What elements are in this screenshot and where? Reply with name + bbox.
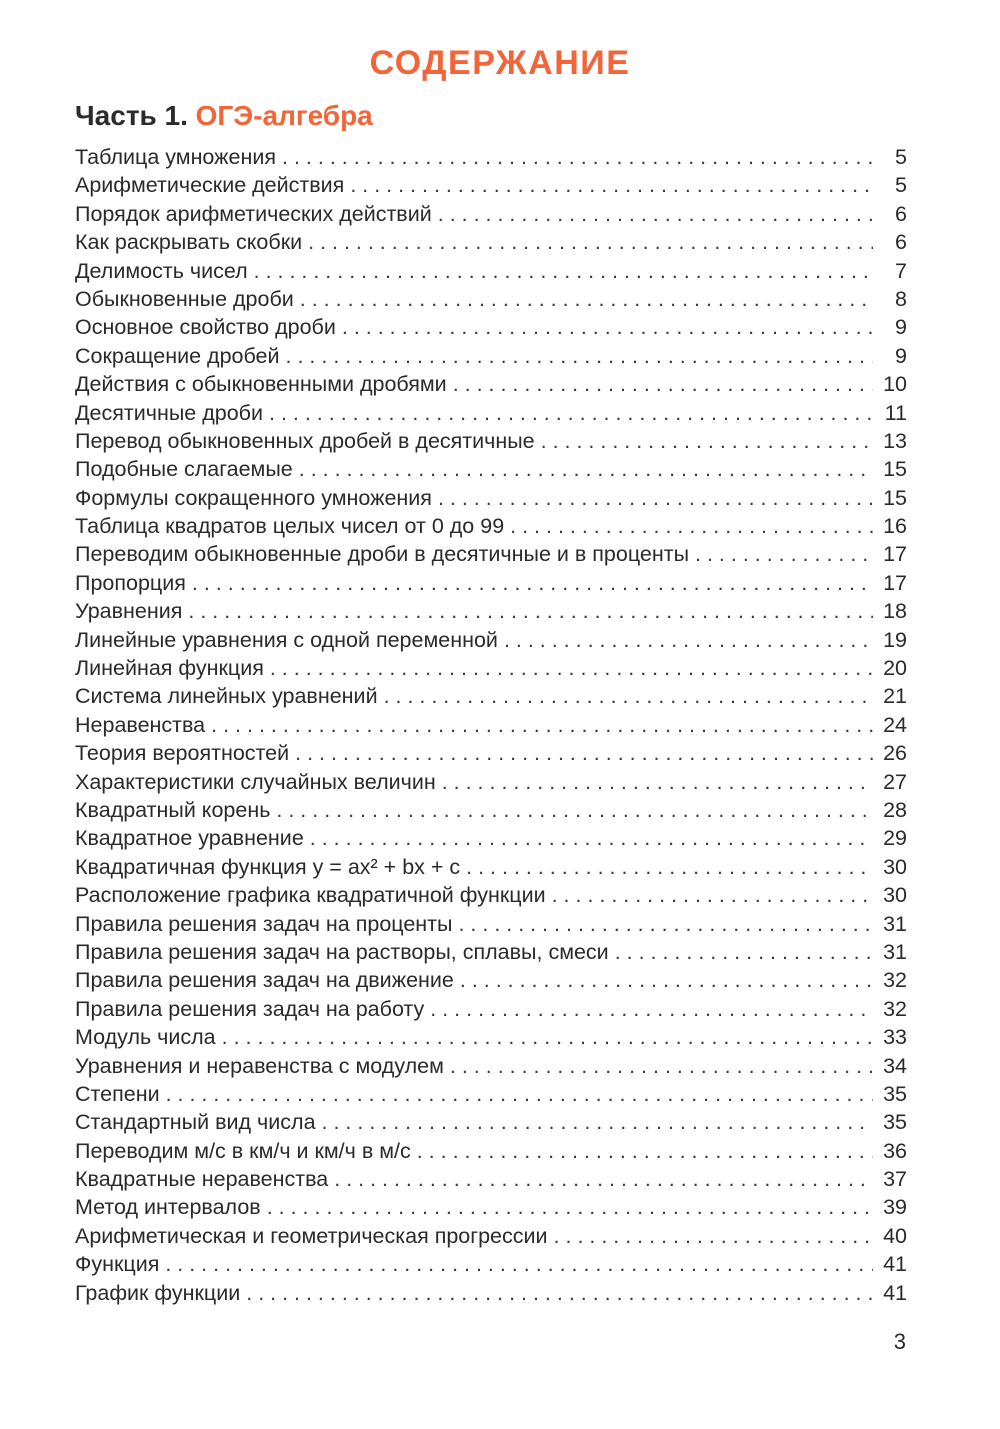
toc-item-title: Квадратный корень	[75, 797, 271, 822]
dot-leader	[466, 855, 873, 880]
toc-item-title: Переводим м/с в км/ч и км/ч в м/с	[75, 1138, 411, 1163]
toc-item[interactable]	[75, 883, 907, 911]
toc-item[interactable]	[75, 571, 907, 599]
toc-item-title: Неравенства	[75, 712, 206, 737]
toc-item-page: 36	[883, 1138, 907, 1163]
dot-leader	[246, 1281, 873, 1306]
toc-item-page: 10	[883, 372, 907, 397]
part-heading	[75, 100, 373, 132]
toc-item-page: 27	[883, 769, 907, 794]
toc-item[interactable]	[75, 1025, 907, 1053]
toc-item-title: Пропорция	[75, 570, 186, 595]
toc-item-page: 17	[883, 542, 907, 567]
toc-item[interactable]	[75, 1110, 907, 1138]
toc-item-title: Сокращение дробей	[75, 343, 280, 368]
toc-item-title: Переводим обыкновенные дроби в десятичные и в проценты	[75, 542, 690, 567]
toc-item-title: Теория вероятностей	[75, 741, 290, 766]
toc-item-page: 30	[883, 883, 907, 908]
toc-item[interactable]	[75, 1195, 907, 1223]
toc-item-title: Функция	[75, 1252, 160, 1277]
toc-item[interactable]	[75, 968, 907, 996]
toc-item-page: 35	[883, 1081, 907, 1106]
toc-item-title: Квадратные неравенства	[75, 1167, 329, 1192]
dot-leader	[166, 1082, 873, 1107]
dot-leader	[504, 628, 873, 653]
toc-item[interactable]	[75, 656, 907, 684]
dot-leader	[460, 968, 873, 993]
toc-item[interactable]	[75, 1139, 907, 1167]
toc-list	[75, 145, 907, 1309]
toc-item[interactable]	[75, 798, 907, 826]
toc-item-page: 9	[895, 343, 907, 368]
toc-item-page: 15	[883, 457, 907, 482]
dot-leader	[438, 202, 873, 227]
toc-item-page: 39	[883, 1195, 907, 1220]
toc-item[interactable]	[75, 997, 907, 1025]
toc-item-title: Модуль числа	[75, 1025, 216, 1050]
toc-item-page: 31	[883, 911, 907, 936]
dot-leader	[310, 826, 873, 851]
toc-item-title: Как раскрывать скобки	[75, 230, 303, 255]
toc-item-page: 26	[883, 741, 907, 766]
toc-item[interactable]	[75, 457, 907, 485]
toc-item-title: Делимость чисел	[75, 258, 248, 283]
toc-item-page: 29	[883, 826, 907, 851]
toc-item-page: 21	[883, 684, 907, 709]
toc-item[interactable]	[75, 599, 907, 627]
toc-item-title: Уравнения и неравенства с модулем	[75, 1053, 444, 1078]
toc-item[interactable]	[75, 287, 907, 315]
dot-leader	[458, 912, 873, 937]
toc-item-page: 8	[895, 286, 907, 311]
toc-item[interactable]	[75, 259, 907, 287]
toc-item-page: 5	[895, 173, 907, 198]
toc-item-title: Десятичные дроби	[75, 400, 264, 425]
toc-item-page: 6	[895, 201, 907, 226]
toc-item[interactable]	[75, 372, 907, 400]
toc-item-page: 9	[895, 315, 907, 340]
dot-leader	[615, 940, 873, 965]
toc-item-page: 30	[883, 854, 907, 879]
dot-leader	[295, 741, 873, 766]
dot-leader	[510, 514, 873, 539]
dot-leader	[450, 1054, 873, 1079]
dot-leader	[188, 599, 873, 624]
dot-leader	[554, 1224, 873, 1249]
toc-item-page: 41	[883, 1280, 907, 1305]
toc-item-page: 24	[883, 712, 907, 737]
dot-leader	[299, 457, 873, 482]
toc-item[interactable]	[75, 912, 907, 940]
toc-item[interactable]	[75, 628, 907, 656]
toc-item-page: 16	[883, 514, 907, 539]
toc-item[interactable]	[75, 315, 907, 343]
toc-item-title: Квадратное уравнение	[75, 826, 304, 851]
toc-item[interactable]	[75, 344, 907, 372]
toc-item-page: 20	[883, 656, 907, 681]
toc-item-title: Арифметическая и геометрическая прогрессии	[75, 1223, 548, 1248]
toc-item-title: Таблица квадратов целых чисел от 0 до 99	[75, 514, 505, 539]
toc-item[interactable]	[75, 1224, 907, 1252]
dot-leader	[695, 542, 873, 567]
dot-leader	[270, 656, 873, 681]
toc-item-title: Квадратичная функция y = ax² + bx + c	[75, 854, 461, 879]
page-title: СОДЕРЖАНИЕ	[369, 44, 631, 82]
toc-item-title: Степени	[75, 1081, 160, 1106]
toc-item-title: Таблица умножения	[75, 145, 277, 169]
toc-item[interactable]	[75, 173, 907, 201]
dot-leader	[211, 713, 873, 738]
toc-item-page: 13	[883, 428, 907, 453]
toc-item[interactable]	[75, 713, 907, 741]
toc-item-title: Линейная функция	[75, 656, 264, 681]
toc-item[interactable]	[75, 826, 907, 854]
toc-item-title: Основное свойство дроби	[75, 315, 336, 340]
toc-item-page: 17	[883, 570, 907, 595]
toc-item-title: Уравнения	[75, 599, 183, 624]
toc-item-page: 31	[883, 939, 907, 964]
toc-item[interactable]	[75, 145, 907, 173]
toc-item[interactable]	[75, 1281, 907, 1309]
toc-item-page: 33	[883, 1025, 907, 1050]
toc-item-page: 34	[883, 1053, 907, 1078]
toc-item[interactable]	[75, 1082, 907, 1110]
dot-leader	[267, 1195, 873, 1220]
toc-item-title: Правила решения задач на проценты	[75, 911, 453, 936]
toc-item-page: 41	[883, 1252, 907, 1277]
dot-leader	[192, 571, 873, 596]
dot-leader	[276, 798, 873, 823]
dot-leader	[438, 486, 873, 511]
dot-leader	[334, 1167, 873, 1192]
toc-item-page: 18	[883, 599, 907, 624]
toc-item[interactable]	[75, 486, 907, 514]
dot-leader	[384, 684, 873, 709]
toc-item-title: Правила решения задач на движение	[75, 968, 454, 993]
toc-item-page: 40	[883, 1223, 907, 1248]
toc-item-title: Правила решения задач на работу	[75, 996, 425, 1021]
toc-item-page: 32	[883, 996, 907, 1021]
toc-item[interactable]	[75, 230, 907, 258]
dot-leader	[222, 1025, 873, 1050]
toc-item[interactable]	[75, 684, 907, 712]
part-name: ОГЭ-алгебра	[195, 100, 373, 131]
toc-item[interactable]	[75, 741, 907, 769]
dot-leader	[322, 1110, 873, 1135]
toc-item-page: 6	[895, 230, 907, 255]
toc-item[interactable]	[75, 1054, 907, 1082]
toc-item[interactable]	[75, 855, 907, 883]
dot-leader	[541, 429, 873, 454]
toc-item-page: 5	[895, 145, 907, 169]
part-prefix: Часть 1.	[75, 100, 188, 131]
dot-leader	[308, 230, 873, 255]
toc-item-title: Стандартный вид числа	[75, 1110, 316, 1135]
dot-leader	[453, 372, 873, 397]
toc-item-title: Правила решения задач на растворы, сплавы, смеси	[75, 939, 609, 964]
toc-item[interactable]	[75, 401, 907, 429]
toc-item[interactable]	[75, 542, 907, 570]
toc-item-page: 28	[883, 797, 907, 822]
dot-leader	[282, 145, 873, 170]
toc-item-page: 32	[883, 968, 907, 993]
dot-leader	[165, 1252, 873, 1277]
toc-item[interactable]	[75, 202, 907, 230]
toc-item[interactable]	[75, 514, 907, 542]
toc-item-page: 19	[883, 627, 907, 652]
toc-item-title: Линейные уравнения с одной переменной	[75, 627, 498, 652]
toc-item[interactable]	[75, 770, 907, 798]
toc-item-title: Обыкновенные дроби	[75, 286, 294, 311]
toc-item-title: Формулы сокращенного умножения	[75, 485, 432, 510]
toc-item-page: 11	[884, 400, 907, 425]
dot-leader	[552, 883, 873, 908]
toc-item[interactable]	[75, 429, 907, 457]
dot-leader	[350, 173, 873, 198]
toc-item[interactable]	[75, 1252, 907, 1280]
toc-item[interactable]	[75, 1167, 907, 1195]
toc-item-title: Система линейных уравнений	[75, 684, 378, 709]
dot-leader	[286, 344, 873, 369]
toc-item-title: График функции	[75, 1280, 241, 1305]
toc-item-page: 15	[883, 485, 907, 510]
dot-leader	[430, 997, 873, 1022]
toc-item-page: 37	[883, 1167, 907, 1192]
page-number: 3	[893, 1329, 906, 1354]
toc-item-title: Действия с обыкновенными дробями	[75, 372, 447, 397]
toc-item-title: Порядок арифметических действий	[75, 201, 432, 226]
toc-item-page: 35	[883, 1110, 907, 1135]
dot-leader	[342, 315, 873, 340]
toc-item[interactable]	[75, 940, 907, 968]
toc-item-title: Арифметические действия	[75, 173, 345, 198]
toc-item-title: Характеристики случайных величин	[75, 769, 436, 794]
dot-leader	[269, 401, 873, 426]
dot-leader	[254, 259, 873, 284]
toc-item-title: Подобные слагаемые	[75, 457, 293, 482]
toc-item-page: 7	[895, 258, 907, 283]
toc-item-title: Расположение графика квадратичной функции	[75, 883, 546, 908]
toc-item-title: Перевод обыкновенных дробей в десятичные	[75, 428, 535, 453]
toc-item-title: Метод интервалов	[75, 1195, 261, 1220]
dot-leader	[417, 1139, 873, 1164]
dot-leader	[300, 287, 873, 312]
dot-leader	[442, 770, 873, 795]
